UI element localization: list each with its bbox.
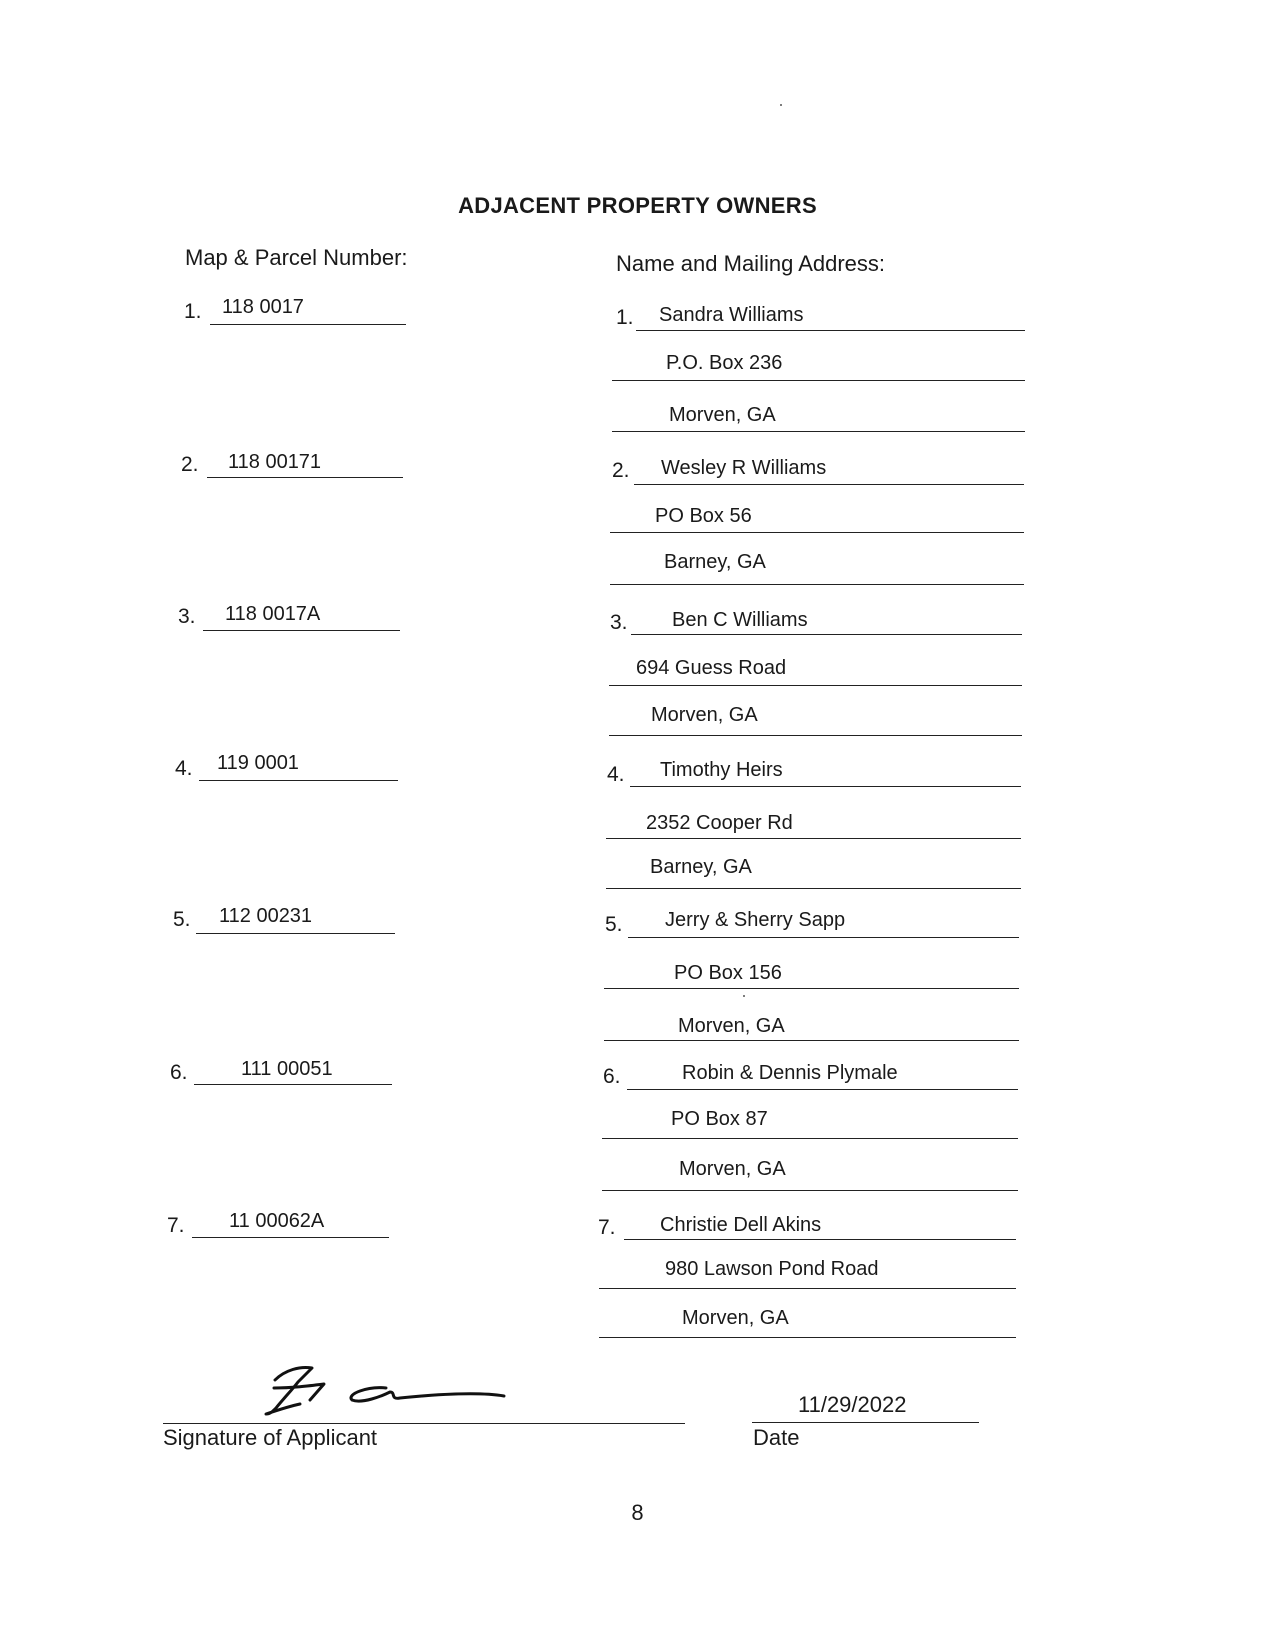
owner-name: Timothy Heirs xyxy=(660,759,783,781)
parcel-number-label: 1. xyxy=(184,300,202,323)
page-number: 8 xyxy=(631,1500,644,1525)
owner-city-line xyxy=(604,1016,1019,1041)
parcel-number-label: 3. xyxy=(178,605,196,628)
page-title: ADJACENT PROPERTY OWNERS xyxy=(458,193,817,218)
owner-number-label: 1. xyxy=(616,306,634,329)
owner-address-line xyxy=(602,1114,1018,1139)
owner-number-label: 7. xyxy=(598,1216,616,1239)
owner-name: Christie Dell Akins xyxy=(660,1214,822,1236)
owner-city: Morven, GA xyxy=(669,404,776,426)
parcel-number: 118 00171 xyxy=(228,451,322,473)
parcel-number: 118 0017 xyxy=(222,296,304,318)
owner-city: Barney, GA xyxy=(664,551,766,573)
date-value: 11/29/2022 xyxy=(798,1392,907,1417)
parcel-number-label: 5. xyxy=(173,908,191,931)
parcel-number: 118 0017A xyxy=(225,603,321,625)
owner-address-line xyxy=(604,964,1019,989)
owner-name: Wesley R Williams xyxy=(661,457,827,479)
scan-speck xyxy=(743,995,745,997)
parcel-number-label: 7. xyxy=(167,1214,185,1237)
owner-name: Jerry & Sherry Sapp xyxy=(665,909,846,931)
owner-address: P.O. Box 236 xyxy=(666,352,783,374)
parcel-number-label: 2. xyxy=(181,453,199,476)
parcel-number: 11 00062A xyxy=(229,1210,325,1232)
owner-address: 694 Guess Road xyxy=(636,657,787,679)
owner-name: Ben C Williams xyxy=(672,609,808,631)
owner-address: PO Box 56 xyxy=(655,505,752,527)
owner-city-line xyxy=(602,1166,1018,1191)
applicant-signature xyxy=(240,1360,520,1420)
owner-address: PO Box 87 xyxy=(671,1108,768,1130)
owner-number-label: 6. xyxy=(603,1065,621,1088)
owner-address: PO Box 156 xyxy=(674,962,782,984)
owner-column-header: Name and Mailing Address: xyxy=(616,251,886,276)
owner-name: Robin & Dennis Plymale xyxy=(682,1062,898,1084)
owner-city-line xyxy=(599,1313,1016,1338)
parcel-number-label: 6. xyxy=(170,1061,188,1084)
owner-city: Morven, GA xyxy=(679,1158,786,1180)
owner-address: 2352 Cooper Rd xyxy=(646,812,793,834)
owner-name: Sandra Williams xyxy=(659,304,804,326)
owner-city: Morven, GA xyxy=(678,1015,785,1037)
parcel-number: 112 00231 xyxy=(219,905,313,927)
owner-number-label: 4. xyxy=(607,763,625,786)
parcel-number: 119 0001 xyxy=(217,752,299,774)
scan-speck xyxy=(780,104,782,106)
date-label: Date xyxy=(753,1425,800,1450)
owner-number-label: 2. xyxy=(612,459,630,482)
owner-city: Morven, GA xyxy=(682,1307,789,1329)
owner-number-label: 3. xyxy=(610,611,628,634)
signature-label: Signature of Applicant xyxy=(163,1425,378,1450)
owner-city: Morven, GA xyxy=(651,704,758,726)
owner-city: Barney, GA xyxy=(650,856,752,878)
owner-number-label: 5. xyxy=(605,913,623,936)
parcel-number: 111 00051 xyxy=(241,1058,333,1080)
parcel-column-header: Map & Parcel Number: xyxy=(185,245,408,270)
parcel-number-label: 4. xyxy=(175,757,193,780)
owner-address: 980 Lawson Pond Road xyxy=(665,1258,879,1280)
